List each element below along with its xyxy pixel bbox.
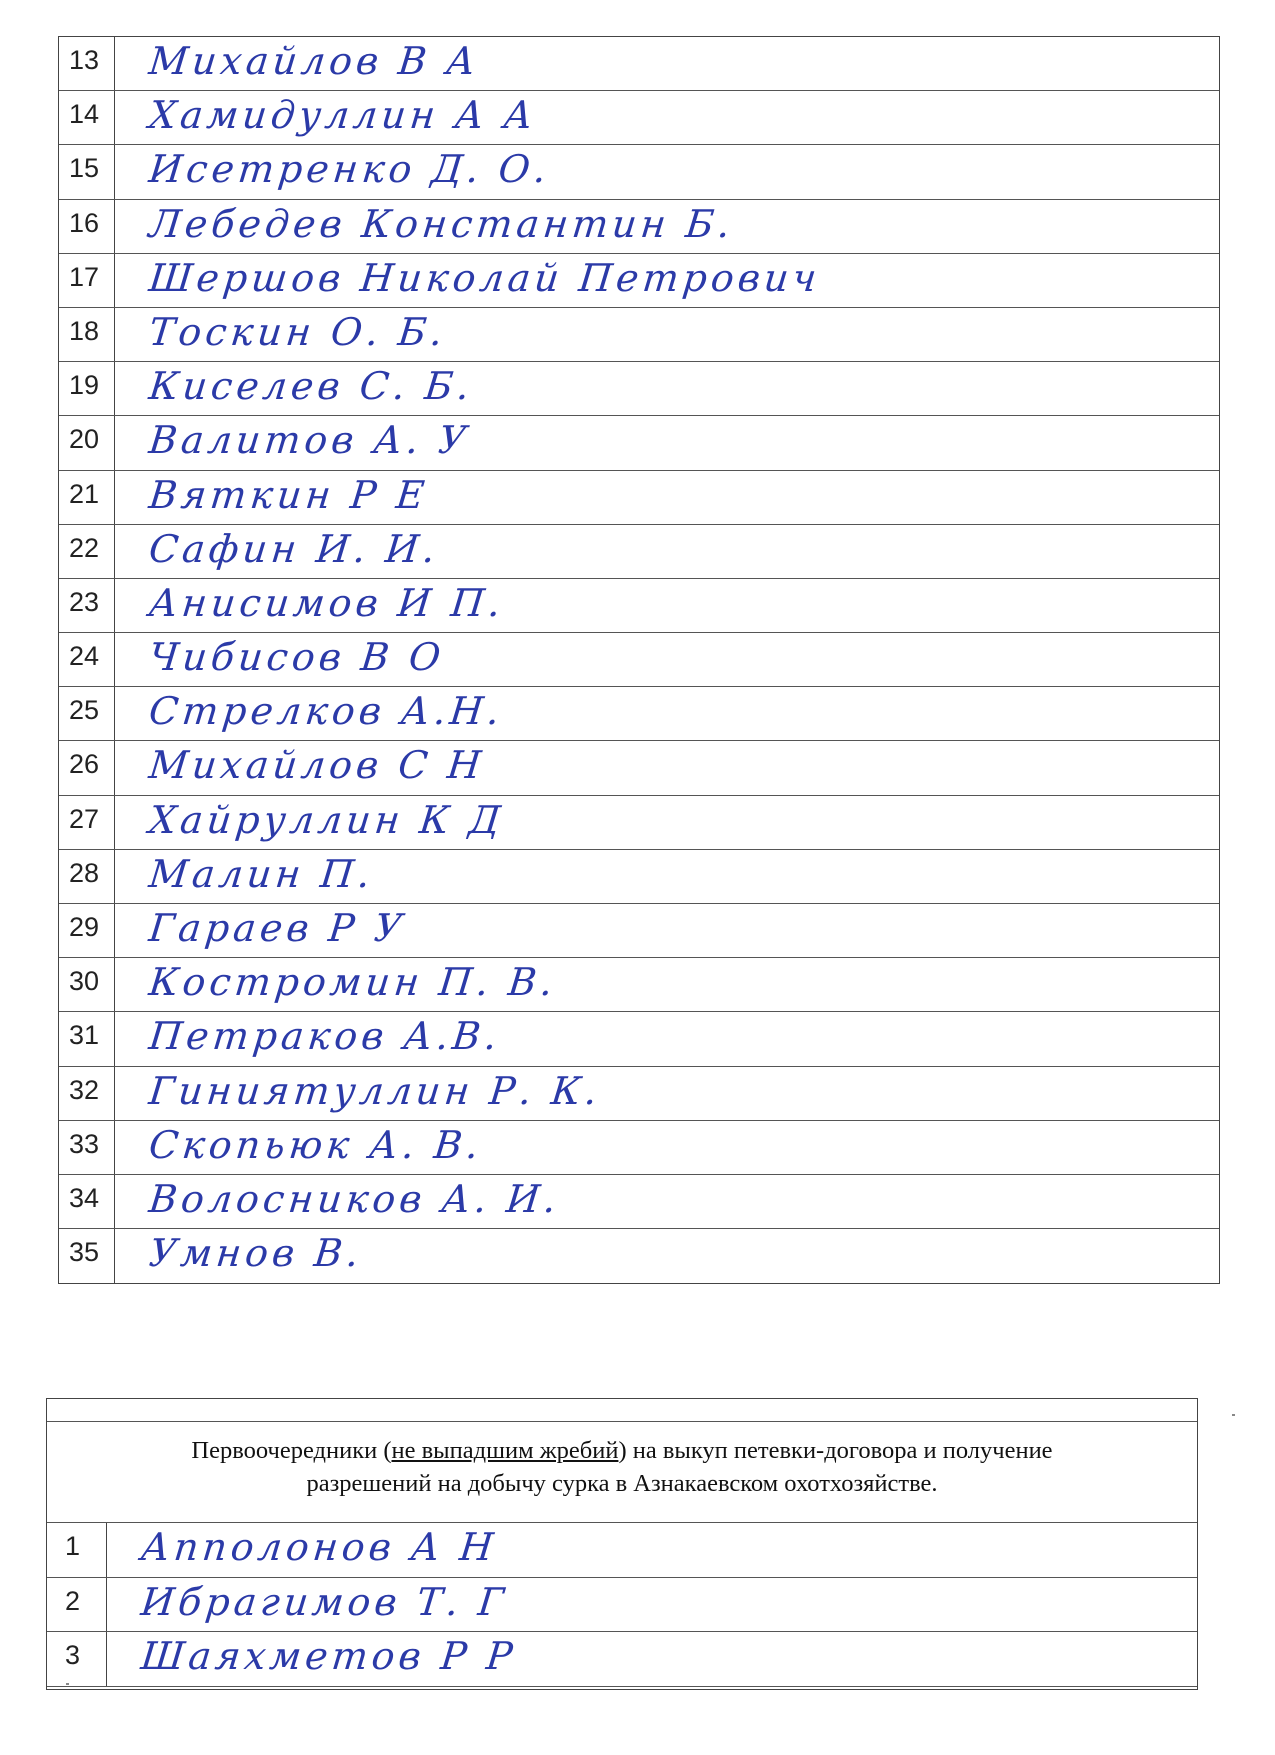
table-row — [59, 525, 1219, 579]
table-row — [59, 145, 1219, 199]
handwritten-name: Чибисов В О — [146, 635, 447, 680]
table-row — [47, 1523, 1197, 1578]
priority-table-header — [47, 1421, 1197, 1523]
signup-table — [58, 36, 1220, 1284]
table-row — [59, 91, 1219, 145]
row-number: 25 — [59, 687, 115, 740]
row-number: 27 — [59, 796, 115, 849]
handwritten-name: Михайлов С Н — [146, 743, 488, 788]
table-row — [59, 37, 1219, 91]
table-row — [47, 1632, 1197, 1687]
row-number: 35 — [59, 1229, 115, 1283]
row-number: 28 — [59, 850, 115, 903]
table-row — [47, 1578, 1197, 1633]
row-number: 16 — [59, 200, 115, 253]
row-number: 32 — [59, 1067, 115, 1120]
table-row — [59, 308, 1219, 362]
row-number: 14 — [59, 91, 115, 144]
row-number: 29 — [59, 904, 115, 957]
table-row — [59, 471, 1219, 525]
handwritten-name: Умнов В. — [147, 1231, 365, 1276]
priority-table — [46, 1398, 1198, 1690]
header-text-before: Первоочередники ( — [191, 1437, 392, 1464]
handwritten-name: Гиниятуллин Р. К. — [146, 1068, 604, 1113]
handwritten-name: Хамидуллин А А — [146, 93, 540, 138]
handwritten-name: Сафин И. И. — [146, 526, 442, 571]
handwritten-name: Лебедев Константин Б. — [146, 201, 737, 246]
row-number: 13 — [59, 37, 115, 90]
scan-speck — [66, 1683, 69, 1685]
row-number: 15 — [59, 145, 115, 198]
table-row — [59, 1175, 1219, 1229]
table-row — [59, 796, 1219, 850]
row-number: 31 — [59, 1012, 115, 1065]
row-number: 23 — [59, 579, 115, 632]
handwritten-name: Волосников А. И. — [146, 1176, 563, 1221]
table-row — [59, 579, 1219, 633]
handwritten-name: Гараев Р У — [146, 906, 409, 950]
handwritten-name: Вяткин Р Е — [146, 472, 431, 517]
handwritten-name: Анисимов И П. — [146, 580, 507, 625]
row-number: 34 — [59, 1175, 115, 1228]
handwritten-name: Петраков А.В. — [146, 1014, 503, 1059]
header-underlined-text: не выпадшим жребий — [391, 1437, 619, 1464]
table-row — [59, 741, 1219, 795]
row-number: 24 — [59, 633, 115, 686]
handwritten-name: Костромин П. В. — [146, 960, 559, 1005]
table-row — [59, 958, 1219, 1012]
row-number: 1 — [47, 1523, 107, 1577]
table-row — [59, 1012, 1219, 1066]
row-number: 18 — [59, 308, 115, 361]
table-row — [59, 687, 1219, 741]
row-number: 17 — [59, 254, 115, 307]
handwritten-name: Ибрагимов Т. Г — [138, 1579, 510, 1624]
table-row — [59, 254, 1219, 308]
handwritten-name: Шаяхметов Р Р — [138, 1634, 519, 1678]
handwritten-name: Валитов А. У — [146, 418, 473, 463]
row-number: 33 — [59, 1121, 115, 1174]
row-number: 26 — [59, 741, 115, 794]
row-number: 20 — [59, 416, 115, 469]
handwritten-name: Апполонов А Н — [138, 1525, 500, 1569]
handwritten-name: Тоскин О. Б. — [146, 309, 449, 354]
handwritten-name: Скопьюк А. В. — [146, 1122, 485, 1167]
handwritten-name: Малин П. — [146, 851, 377, 896]
row-number: 30 — [59, 958, 115, 1011]
row-number: 19 — [59, 362, 115, 415]
scan-speck — [1232, 1414, 1235, 1416]
table-row — [59, 416, 1219, 470]
table-row — [59, 1067, 1219, 1121]
table-row — [59, 850, 1219, 904]
handwritten-name: Стрелков А.Н. — [146, 689, 506, 734]
handwritten-name: Исетренко Д. О. — [146, 147, 553, 192]
table-row — [59, 200, 1219, 254]
table-row — [59, 362, 1219, 416]
table-row — [59, 904, 1219, 958]
row-number: 22 — [59, 525, 115, 578]
row-number: 21 — [59, 471, 115, 524]
table-row — [59, 633, 1219, 687]
table-row — [59, 1121, 1219, 1175]
header-text-after: ) на выкуп петевки-договора и получение — [618, 1437, 1053, 1464]
handwritten-name: Хайруллин К Д — [146, 797, 507, 842]
table-row — [59, 1229, 1219, 1283]
header-text-line2: разрешений на добычу сурка в Азнакаевском охотхозяйстве. — [306, 1470, 938, 1497]
row-number: 3 — [47, 1632, 107, 1686]
handwritten-name: Киселев С. Б. — [146, 364, 476, 409]
handwritten-name: Михайлов В А — [146, 39, 482, 83]
row-number: 2 — [47, 1578, 107, 1632]
handwritten-name: Шершов Николай Петрович — [146, 255, 823, 300]
